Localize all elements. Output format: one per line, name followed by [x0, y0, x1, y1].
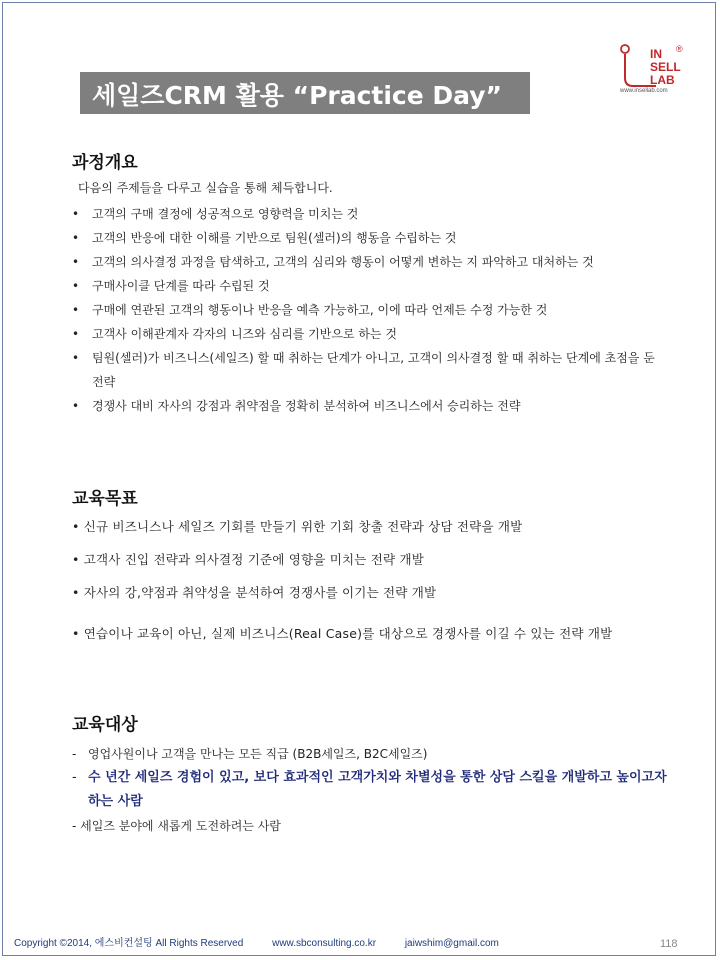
list-item-emphasis: - 수 년간 세일즈 경험이 있고, 보다 효과적인 고객가치와 차별성을 통한 상담 스킬을 개발하고 높이고자 하는 사람 [72, 770, 667, 809]
list-item: • 구매에 연관된 고객의 행동이나 반응을 예측 가능하고, 이에 따라 언제든 수정 가능한 것 [72, 303, 548, 317]
list-item: • 고객의 구매 결정에 성공적으로 영향력을 미치는 것 [72, 207, 359, 221]
list-item: - 영업사원이나 고객을 만나는 모든 직급 (B2B세일즈, B2C세일즈) [72, 747, 428, 761]
list-item: • 고객사 진입 전략과 의사결정 기준에 영향을 미치는 전략 개발 [72, 552, 425, 567]
overview-heading: 과정개요 [72, 153, 138, 173]
list-item: • 자사의 강,약점과 취약성을 분석하여 경쟁사를 이기는 전략 개발 [72, 585, 437, 600]
footer-copyright: Copyright ©2014, 에스비컨설팅 All Rights Reserved [14, 938, 244, 949]
footer-website[interactable]: www.sbconsulting.co.kr [272, 938, 377, 949]
goals-heading: 교육목표 [72, 489, 138, 509]
goals-list [72, 518, 662, 667]
page-number: 118 [660, 938, 678, 950]
list-item: • 경쟁사 대비 자사의 강점과 취약점을 정확히 분석하여 비즈니스에서 승리하는 전략 [72, 399, 521, 413]
svg-text:LAB: LAB [650, 73, 675, 87]
svg-text:IN: IN [650, 47, 662, 61]
svg-text:SELL: SELL [650, 60, 681, 74]
logo-url: www.insellab.com [620, 88, 668, 94]
footer-email[interactable]: jaiwshim@gmail.com [404, 938, 499, 949]
footer [14, 934, 525, 949]
list-item: • 구매사이클 단계를 따라 수립된 것 [72, 279, 270, 293]
svg-text:®: ® [676, 44, 683, 54]
list-item: - 세일즈 분야에 새롭게 도전하려는 사람 [72, 819, 281, 833]
audience-heading: 교육대상 [72, 715, 138, 735]
list-item: • 팀원(셀러)가 비즈니스(세일즈) 할 때 취하는 단계가 아니고, 고객이 의사결정 할 때 취하는 단계에 초점을 둔 전략 [72, 351, 655, 389]
list-item: • 고객의 반응에 대한 이해를 기반으로 팀원(셀러)의 행동을 수립하는 것 [72, 231, 457, 245]
list-item: • 고객의 의사결정 과정을 탐색하고, 고객의 심리와 행동이 어떻게 변하는 지 파악하고 대처하는 것 [72, 255, 594, 269]
list-item: • 연습이나 교육이 아닌, 실제 비즈니스(Real Case)를 대상으로 경쟁사를 이길 수 있는 전략 개발 [72, 626, 613, 641]
list-item: • 신규 비즈니스나 세일즈 기회를 만들기 위한 기회 창출 전략과 상담 전략을 개발 [72, 519, 523, 534]
overview-list [72, 202, 662, 418]
overview-intro: 다음의 주제들을 다루고 실습을 통해 체득합니다. [78, 181, 333, 195]
page-title: 세일즈CRM 활용 “Practice Day” [80, 72, 530, 114]
list-item: • 고객사 이해관계자 각자의 니즈와 심리를 기반으로 하는 것 [72, 327, 397, 341]
audience-list [72, 742, 672, 838]
